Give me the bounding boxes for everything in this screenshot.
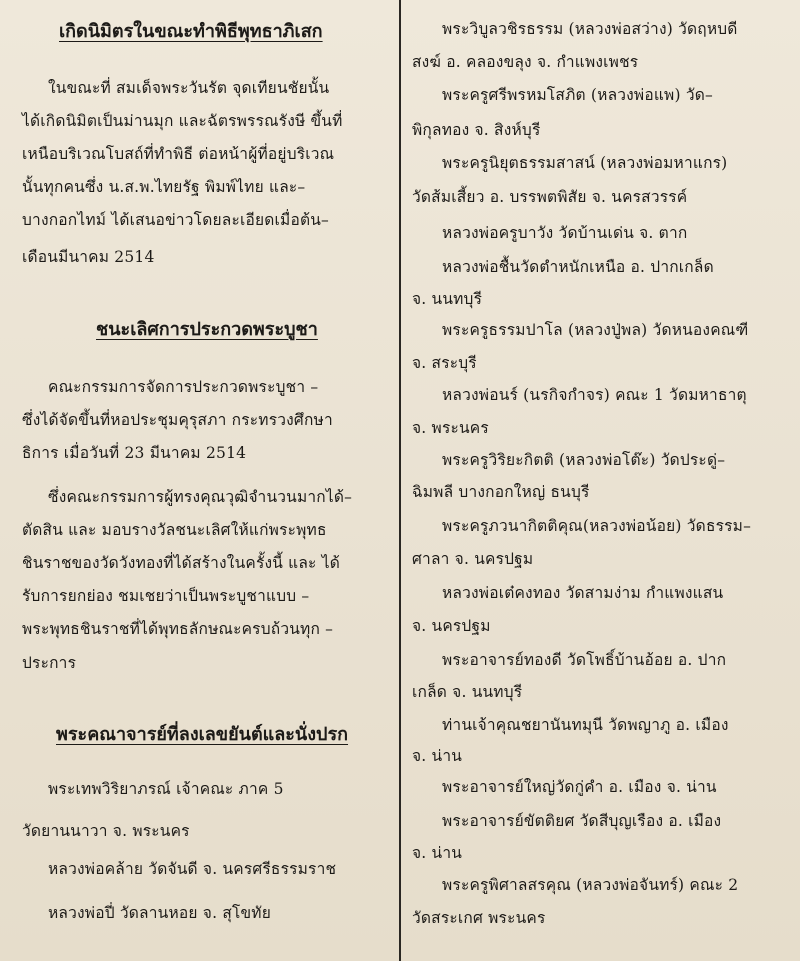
list-line: พระครูนิยุตธรรมสาสน์ (หลวงพ่อมหาแกร): [442, 154, 728, 172]
section-line: วัดยานนาวา จ. พระนคร: [22, 822, 190, 840]
list-line: สงฆ์ อ. คลองขลุง จ. กำแพงเพชร: [412, 53, 639, 71]
list-line: พระอาจารย์ขัตติยศ วัดสีบุญเรือง อ. เมือง: [442, 812, 722, 830]
list-line: ฉิมพลี บางกอกใหญ่ ธนบุรี: [412, 483, 590, 501]
section-line: ซึ่งได้จัดขึ้นที่หอประชุมคุรุสภา กระทรวงศึกษา: [22, 411, 333, 429]
list-line: จ. นนทบุรี: [412, 290, 483, 308]
section-line: ประการ: [22, 654, 77, 672]
list-line: จ. พระนคร: [412, 419, 489, 437]
section-line: พระพุทธชินราชที่ได้พุทธลักษณะครบถ้วนทุก –: [22, 620, 334, 638]
section-line: หลวงพ่อปี่ วัดลานหอย จ. สุโขทัย: [48, 904, 271, 922]
list-line: หลวงพ่อครูบาวัง วัดบ้านเด่น จ. ตาก: [442, 224, 688, 242]
section-line: รับการยกย่อง ชมเชยว่าเป็นพระบูชาแบบ –: [22, 587, 310, 605]
section-line: เดือนมีนาคม 2514: [22, 248, 155, 266]
list-line: พิกุลทอง จ. สิงห์บุรี: [412, 121, 541, 139]
list-line: หลวงพ่อเต๋คงทอง วัดสามง่าม กำแพงแสน: [442, 584, 724, 602]
list-line: จ. น่าน: [412, 747, 463, 765]
list-line: วัดสระเกศ พระนคร: [412, 909, 546, 927]
list-line: พระครูธรรมปาโล (หลวงปู่พล) วัดหนองคณฑี: [442, 321, 749, 339]
list-line: จ. สระบุรี: [412, 354, 477, 372]
list-line: วัดส้มเสี้ยว อ. บรรพตพิสัย จ. นครสวรรค์: [412, 188, 688, 206]
list-line: เกล็ด จ. นนทบุรี: [412, 683, 523, 701]
section-line: ชินราชของวัดวังทองที่ได้สร้างในครั้งนี้ และ ได้: [22, 554, 340, 572]
list-line: พระครูภวนากิตติคุณ(หลวงพ่อน้อย) วัดธรรม–: [442, 517, 752, 535]
list-line: หลวงพ่อนร์ (นรกิจกำจร) คณะ 1 วัดมหาธาตุ: [442, 386, 747, 404]
section-line: พระเทพวิริยาภรณ์ เจ้าคณะ ภาค 5: [48, 780, 284, 798]
section-line: นั้นทุกคนซึ่ง น.ส.พ.ไทยรัฐ พิมพ์ไทย และ–: [22, 178, 306, 196]
list-line: พระอาจารย์ใหญ่วัดกู่คำ อ. เมือง จ. น่าน: [442, 778, 717, 796]
section-line: ตัดสิน และ มอบรางวัลชนะเลิศให้แก่พระพุทธ: [22, 521, 327, 539]
list-line: พระครูศรีพรหมโสภิต (หลวงพ่อแพ) วัด–: [442, 86, 713, 104]
section-line: ซึ่งคณะกรรมการผู้ทรงคุณวุฒิจำนวนมากได้–: [48, 488, 353, 506]
list-line: จ. น่าน: [412, 844, 463, 862]
section-heading-contest: ชนะเลิศการประกวดพระบูชา: [96, 319, 318, 340]
column-divider: [399, 0, 401, 961]
list-line: พระอาจารย์ทองดี วัดโพธิ์บ้านอ้อย อ. ปาก: [442, 651, 727, 669]
section-line: บางกอกไทม์ ได้เสนอข่าวโดยละเอียดเมื่อต้น–: [22, 211, 329, 229]
list-line: ศาลา จ. นครปฐม: [412, 550, 534, 568]
section-line: ในขณะที่ สมเด็จพระวันรัต จุดเทียนชัยนั้น: [48, 79, 330, 97]
section-heading-nimit: เกิดนิมิตรในขณะทำพิธีพุทธาภิเสก: [59, 21, 323, 42]
section-heading-monks: พระคณาจารย์ที่ลงเลขยันต์และนั่งปรก: [56, 724, 349, 745]
list-line: ท่านเจ้าคุณชยานันทมุนี วัดพญาภู อ. เมือง: [442, 716, 729, 734]
list-line: พระวิบูลวชิรธรรม (หลวงพ่อสว่าง) วัดฤหบดี: [442, 20, 738, 38]
section-line: คณะกรรมการจัดการประกวดพระบูชา –: [48, 378, 319, 396]
list-line: พระครูวิริยะกิตติ (หลวงพ่อโต๊ะ) วัดประดู่–: [442, 451, 726, 469]
list-line: หลวงพ่อชื้นวัดตำหนักเหนือ อ. ปากเกล็ด: [442, 258, 714, 276]
list-line: จ. นครปฐม: [412, 617, 491, 635]
section-line: ได้เกิดนิมิตเป็นม่านมุก และฉัตรพรรณรังษี ขึ้นที่: [22, 112, 343, 130]
list-line: พระครูพิศาลสรคุณ (หลวงพ่อจันทร์) คณะ 2: [442, 876, 739, 894]
section-line: หลวงพ่อคล้าย วัดจันดี จ. นครศรีธรรมราช: [48, 860, 337, 878]
section-line: เหนือบริเวณโบสถ์ที่ทำพิธี ต่อหน้าผู้ที่อยู่บริเวณ: [22, 145, 335, 163]
section-line: ธิการ เมื่อวันที่ 23 มีนาคม 2514: [22, 444, 247, 462]
